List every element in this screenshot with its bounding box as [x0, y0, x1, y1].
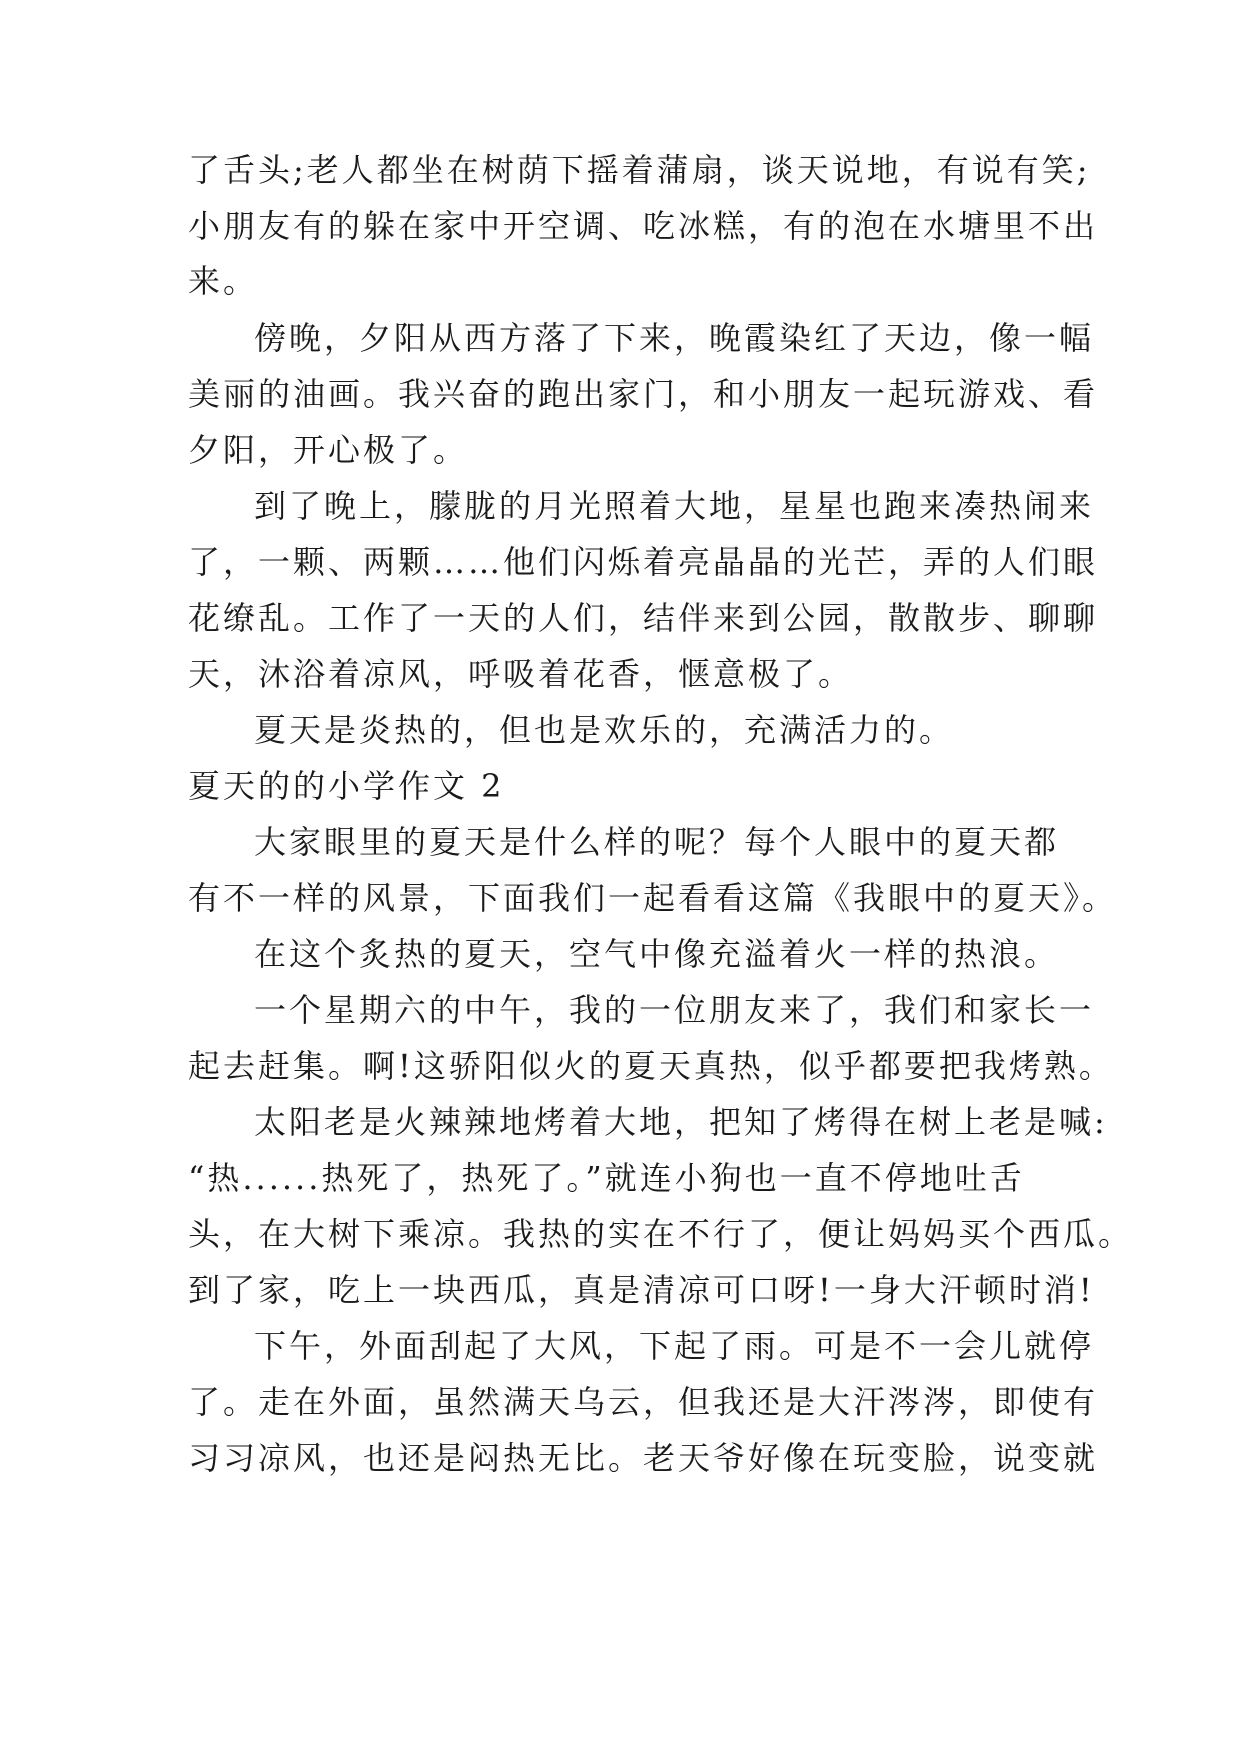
text-line: 头，在大树下乘凉。我热的实在不行了，便让妈妈买个西瓜。: [188, 1215, 1134, 1253]
text-line: 花缭乱。工作了一天的人们，结伴来到公园，散散步、聊聊: [188, 599, 1099, 637]
text-line: 大家眼里的夏天是什么样的呢？每个人眼中的夏天都: [254, 823, 1060, 861]
text-line: 一个星期六的中午，我的一位朋友来了，我们和家长一: [254, 991, 1095, 1029]
text-line: 有不一样的风景，下面我们一起看看这篇《我眼中的夏天》。: [188, 879, 1118, 917]
text-line: 在这个炙热的夏天，空气中像充溢着火一样的热浪。: [254, 935, 1060, 973]
text-line: “热......热死了，热死了。”就连小狗也一直不停地吐舌: [188, 1159, 1025, 1197]
section-heading: 夏天的的小学作文 2: [188, 767, 505, 805]
text-line: 太阳老是火辣辣地烤着大地，把知了烤得在树上老是喊:: [254, 1103, 1108, 1141]
text-line: 起去赶集。啊!这骄阳似火的夏天真热，似乎都要把我烤熟。: [188, 1047, 1114, 1085]
text-line: 天，沐浴着凉风，呼吸着花香，惬意极了。: [188, 655, 854, 693]
text-line: 下午，外面刮起了大风，下起了雨。可是不一会儿就停: [254, 1327, 1095, 1365]
text-line: 到了晚上，朦胧的月光照着大地，星星也跑来凑热闹来: [254, 487, 1095, 525]
text-line: 夏天是炎热的，但也是欢乐的，充满活力的。: [254, 711, 955, 749]
text-line: 了舌头;老人都坐在树荫下摇着蒲扇，谈天说地，有说有笑;: [188, 151, 1091, 189]
text-line: 小朋友有的躲在家中开空调、吃冰糕，有的泡在水塘里不出: [188, 207, 1099, 245]
text-line: 习习凉风，也还是闷热无比。老天爷好像在玩变脸，说变就: [188, 1439, 1099, 1477]
text-line: 美丽的油画。我兴奋的跑出家门，和小朋友一起玩游戏、看: [188, 375, 1099, 413]
text-line: 夕阳，开心极了。: [188, 431, 469, 469]
text-line: 了，一颗、两颗……他们闪烁着亮晶晶的光芒，弄的人们眼: [188, 543, 1099, 581]
text-line: 来。: [188, 262, 259, 300]
text-line: 到了家，吃上一块西瓜，真是清凉可口呀!一身大汗顿时消!: [188, 1271, 1095, 1309]
text-line: 了。走在外面，虽然满天乌云，但我还是大汗涔涔，即使有: [188, 1383, 1099, 1421]
text-line: 傍晚，夕阳从西方落了下来，晚霞染红了天边，像一幅: [254, 319, 1095, 357]
